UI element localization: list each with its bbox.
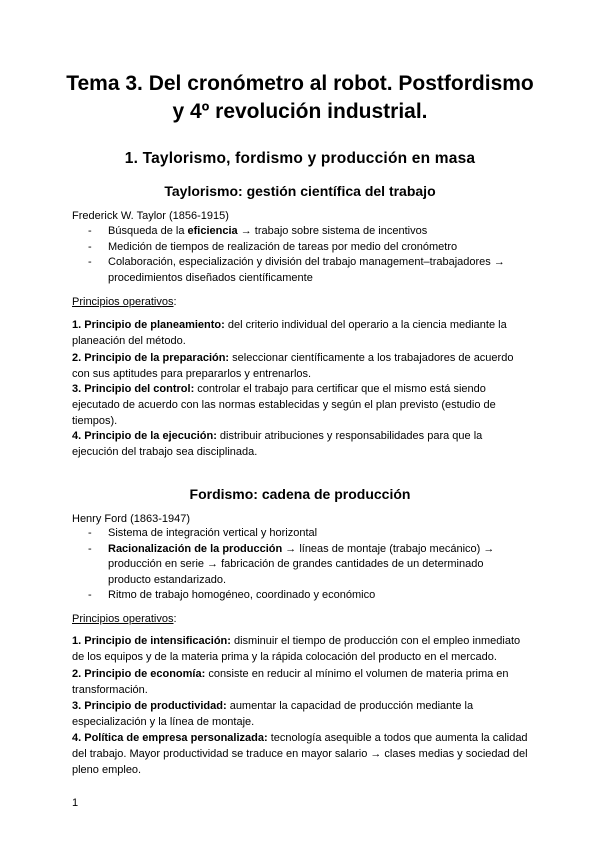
principle-text: disminuir el tiempo de producción con el empleo inmediato de los equipos y de la materia prima y la rápida colocación del producto en el mercado.: [72, 635, 521, 663]
bullet-text: Sistema de integración vertical y horizontal: [108, 527, 318, 539]
principles-label: Principios operativos: [72, 296, 174, 308]
bullet-dash: -: [88, 589, 92, 601]
principles-label: Principios operativos: [72, 613, 174, 625]
document-title: [40, 70, 560, 126]
principle-text: seleccionar científicamente a los trabajadores de acuerdo con sus aptitudes para prepararlos y entrenarlos.: [72, 352, 514, 380]
fordismo-heading: Fordismo: cadena de producción: [189, 486, 411, 502]
principle-title: 3. Principio de productividad:: [72, 700, 227, 712]
list-item: [88, 588, 528, 604]
bullet-dash: -: [88, 527, 92, 539]
ford-principle-1: [72, 633, 528, 665]
bullet-text: Colaboración, especialización y división del trabajo management–trabajadores → procedimientos diseñados científicamente: [108, 256, 505, 284]
principle-title: 4. Principio de la ejecución:: [72, 430, 217, 442]
ford-principle-2: [72, 666, 528, 698]
ford-principles-label: [72, 611, 532, 627]
ford-bullet-list: [88, 526, 528, 604]
bullet-text: → líneas de montaje (trabajo mecánico) → producción en serie → fabricación de grandes cantidades de un determinado producto estandarizado.: [108, 542, 495, 586]
bullet-text: Búsqueda de la: [108, 225, 188, 237]
ford-principle-3: [72, 698, 528, 730]
bullet-bold: eficiencia: [187, 225, 238, 237]
principle-text: controlar el trabajo para certificar que el mismo está siendo ejecutado de acuerdo con las normas establecidas y según el plan previsto (estudio de tiempos).: [72, 383, 496, 427]
principle-title: 1. Principio de intensificación:: [72, 635, 231, 647]
principle-title: 2. Principio de la preparación:: [72, 352, 230, 364]
list-item: [88, 224, 528, 240]
taylor-bullet-list: [88, 224, 528, 286]
ford-author: Henry Ford (1863-1947): [72, 513, 191, 525]
list-item: [88, 255, 528, 286]
section-heading: 1. Taylorismo, fordismo y producción en masa: [124, 150, 476, 167]
principles-colon: :: [173, 296, 177, 308]
principle-text: aumentar la capacidad de producción mediante la especialización y la línea de montaje.: [72, 700, 474, 728]
taylorismo-heading: Taylorismo: gestión científica del trabajo: [164, 183, 436, 199]
taylor-principles-label: [72, 294, 532, 310]
principle-text: tecnología asequible a todos que aumenta la calidad del trabajo. Mayor productividad se traduce en mayor salario → clases medias y sociedad del pleno empleo.: [72, 732, 528, 776]
principle-title: 3. Principio del control:: [72, 383, 195, 395]
principle-title: 4. Política de empresa personalizada:: [72, 732, 268, 744]
bullet-bold: Racionalización de la producción: [108, 542, 283, 555]
bullet-text: Ritmo de trabajo homogéneo, coordinado y económico: [108, 589, 376, 601]
bullet-text: Medición de tiempos de realización de tareas por medio del cronómetro: [108, 240, 458, 253]
ford-principle-4: [72, 730, 528, 778]
taylor-principle-3: [72, 381, 528, 429]
list-item: [88, 526, 528, 542]
taylor-author: Frederick W. Taylor (1856-1915): [72, 210, 229, 222]
principles-colon: :: [173, 613, 177, 625]
page-number: 1: [72, 797, 79, 809]
title-line-1: Tema 3. Del cronómetro al robot. Postfordismo: [66, 72, 534, 95]
bullet-dash: -: [88, 542, 92, 555]
taylor-principle-4: [72, 428, 528, 460]
bullet-dash: -: [88, 240, 92, 253]
principle-text: distribuir atribuciones y responsabilidades para que la ejecución del trabajo sea disciplinada.: [72, 430, 483, 458]
taylor-principle-2: [72, 350, 528, 382]
bullet-dash: -: [88, 225, 92, 237]
bullet-dash: -: [88, 256, 92, 268]
principle-text: del criterio individual del operario a la ciencia mediante la planeación del método.: [72, 319, 507, 347]
taylor-principle-1: [72, 317, 528, 349]
principle-title: 1. Principio de planeamiento:: [72, 319, 225, 331]
principle-title: 2. Principio de economía:: [72, 668, 206, 680]
list-item: [88, 542, 528, 589]
list-item: [88, 240, 528, 256]
principle-text: consiste en reducir al mínimo el volumen de materia prima en transformación.: [72, 668, 509, 696]
title-line-2: y 4º revolución industrial.: [172, 100, 428, 123]
bullet-text: → trabajo sobre sistema de incentivos: [237, 225, 428, 237]
